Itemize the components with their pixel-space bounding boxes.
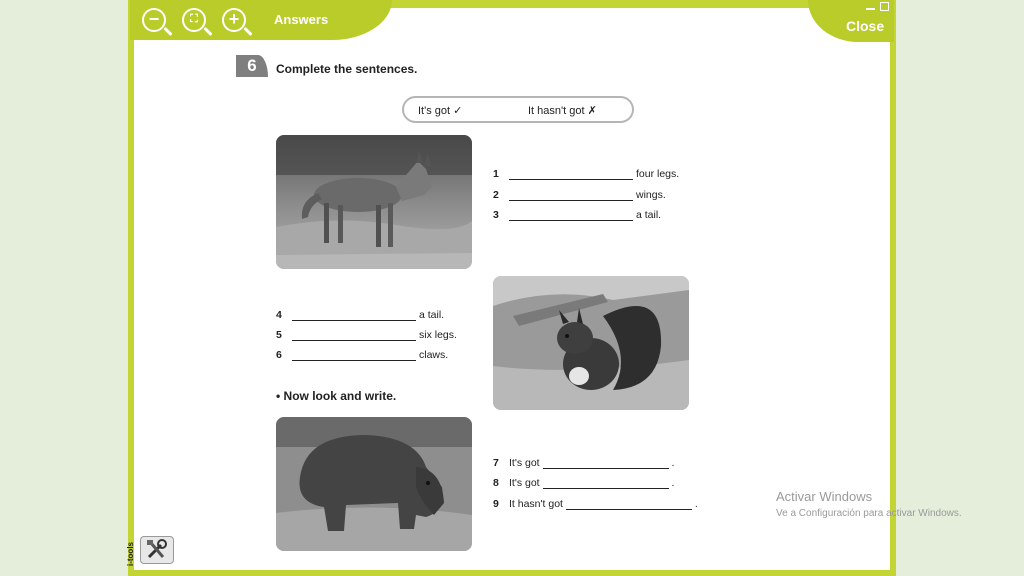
- answer-blank[interactable]: [292, 330, 416, 341]
- question-1: [493, 168, 679, 180]
- question-prefix: It hasn't got: [509, 498, 563, 510]
- question-suffix: claws.: [419, 349, 449, 361]
- question-prefix: It's got: [509, 457, 540, 469]
- answer-blank[interactable]: [292, 350, 416, 361]
- answer-options-box: [402, 96, 634, 123]
- question-number: 7: [493, 457, 499, 469]
- tools-icon: [141, 537, 173, 563]
- zoom-in-icon[interactable]: +: [222, 8, 246, 32]
- question-5: [276, 329, 457, 341]
- subheading: • Now look and write.: [276, 389, 397, 403]
- squirrel-photo: [493, 276, 689, 410]
- question-9: [493, 498, 698, 510]
- question-suffix: six legs.: [419, 329, 457, 341]
- maximize-icon[interactable]: [880, 2, 889, 11]
- answers-button[interactable]: Answers: [274, 12, 329, 27]
- question-number: 5: [276, 329, 282, 341]
- question-suffix: .: [671, 457, 675, 469]
- zoom-fit-icon[interactable]: ⛶: [182, 8, 206, 32]
- question-3: [493, 209, 661, 221]
- answer-blank[interactable]: [292, 310, 416, 321]
- question-number: 1: [493, 168, 499, 180]
- zoom-out-icon[interactable]: −: [142, 8, 166, 32]
- answer-blank[interactable]: [543, 458, 669, 469]
- exercise-number: 6: [236, 55, 268, 77]
- question-suffix: four legs.: [636, 168, 680, 180]
- question-suffix: a tail.: [419, 309, 445, 321]
- minimize-icon[interactable]: [866, 2, 875, 10]
- question-4: [276, 309, 444, 321]
- question-2: [493, 189, 666, 201]
- question-suffix: .: [671, 477, 675, 489]
- question-suffix: wings.: [636, 189, 666, 201]
- question-number: 3: [493, 209, 499, 221]
- question-number: 8: [493, 477, 499, 489]
- answer-blank[interactable]: [509, 210, 633, 221]
- answer-option-hasnt: It hasn't got ✗: [528, 105, 597, 117]
- answer-blank[interactable]: [566, 499, 692, 510]
- question-prefix: It's got: [509, 477, 540, 489]
- close-button[interactable]: Close: [846, 18, 885, 34]
- question-number: 6: [276, 349, 282, 361]
- bear-photo: [276, 417, 472, 551]
- itools-button[interactable]: [140, 536, 174, 564]
- activation-watermark-subtitle: Ve a Configuración para activar Windows.: [776, 508, 962, 519]
- itools-label: i-tools: [126, 542, 135, 566]
- exercise-instruction: Complete the sentences.: [276, 62, 418, 76]
- wolf-photo: [276, 135, 472, 269]
- question-number: 4: [276, 309, 282, 321]
- answer-blank[interactable]: [509, 169, 633, 180]
- question-suffix: .: [694, 498, 698, 510]
- question-number: 2: [493, 189, 499, 201]
- question-suffix: a tail.: [636, 209, 662, 221]
- answer-blank[interactable]: [509, 190, 633, 201]
- activation-watermark-title: Activar Windows: [776, 489, 873, 504]
- question-6: [276, 349, 448, 361]
- question-number: 9: [493, 498, 499, 510]
- question-8: [493, 477, 674, 489]
- answer-blank[interactable]: [543, 478, 669, 489]
- answer-option-has: It's got ✓: [418, 105, 463, 117]
- question-7: [493, 457, 674, 469]
